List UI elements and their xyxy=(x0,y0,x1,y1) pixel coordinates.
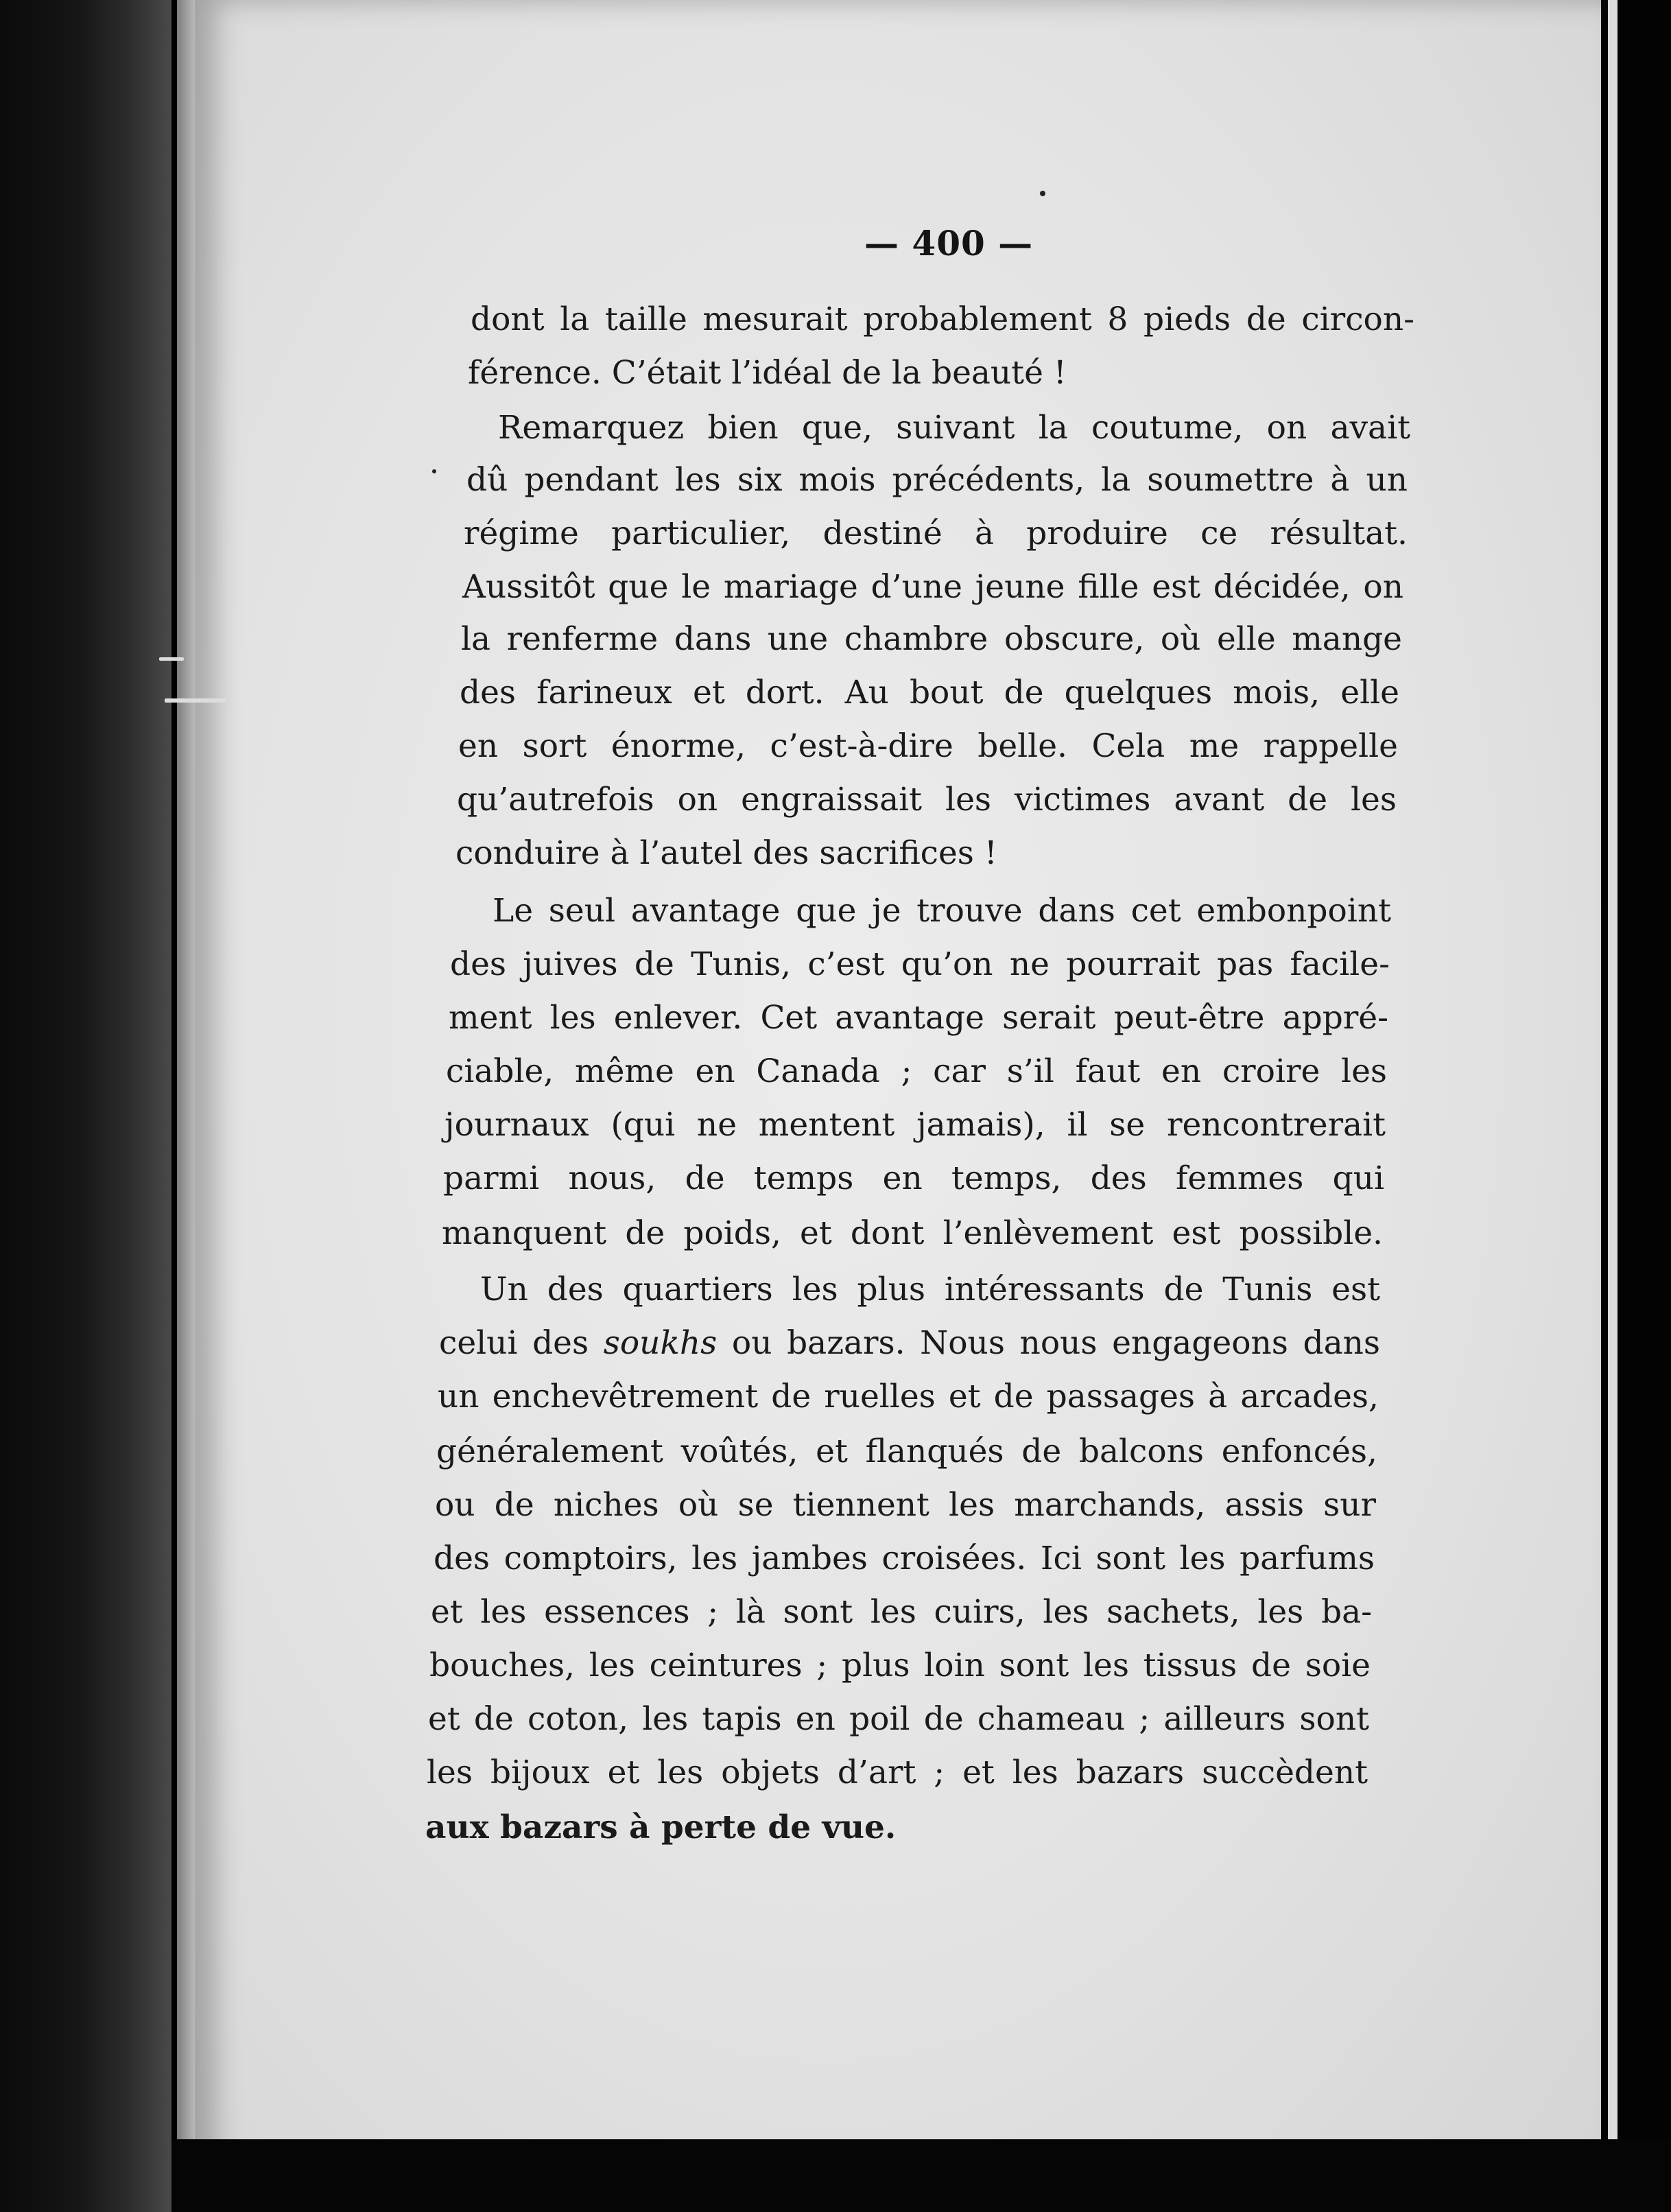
text-line: régime particulier, destiné à produire ce résultat. xyxy=(464,515,1408,552)
text-line: dû pendant les six mois précédents, la soumettre à un xyxy=(466,461,1408,499)
text-line: Le seul avantage que je trouve dans cet embonpoint xyxy=(493,892,1391,930)
text-line: et les essences ; là sont les cuirs, les sachets, les ba- xyxy=(431,1593,1372,1631)
text-line: journaux (qui ne mentent jamais), il se rencontrerait xyxy=(445,1106,1386,1144)
text-line: Un des quartiers les plus intéressants de Tunis est xyxy=(480,1271,1380,1308)
text-line: ciable, même en Canada ; car s’il faut en croire les xyxy=(446,1052,1387,1090)
scan-speck xyxy=(432,469,436,473)
text-line: dont la taille mesurait probablement 8 pieds de circon- xyxy=(471,301,1414,338)
text-line: manquent de poids, et dont l’enlèvement est possible. xyxy=(442,1214,1383,1252)
text-line: et de coton, les tapis en poil de chameau ; ailleurs sont xyxy=(428,1700,1369,1738)
text-line: Remarquez bien que, suivant la coutume, on avait xyxy=(498,409,1410,447)
text-line: parmi nous, de temps en temps, des femmes qui xyxy=(443,1160,1384,1197)
binding-edge xyxy=(177,0,195,2212)
text-line: des juives de Tunis, c’est qu’on ne pourrait pas facile- xyxy=(450,945,1390,983)
text-line: férence. C’était l’idéal de la beauté ! xyxy=(468,354,1067,392)
text-line: des comptoirs, les jambes croisées. Ici sont les parfums xyxy=(434,1540,1375,1577)
text-line: un enchevêtrement de ruelles et de passages à arcades, xyxy=(438,1378,1379,1415)
text-line: généralement voûtés, et flanqués de balcons enfoncés, xyxy=(436,1433,1377,1470)
text-line-with-italic xyxy=(439,1324,1380,1362)
text-line: ment les enlever. Cet avantage serait peut-être appré- xyxy=(449,999,1388,1037)
book-binding xyxy=(0,0,171,2212)
text-line: en sort énorme, c’est-à-dire belle. Cela me rappelle xyxy=(458,727,1398,765)
text-line: des farineux et dort. Au bout de quelques mois, elle xyxy=(460,674,1399,711)
text-line: aux bazars à perte de vue. xyxy=(425,1809,897,1846)
text-line: Aussitôt que le mariage d’une jeune fille est décidée, on xyxy=(462,568,1403,606)
bottom-shadow xyxy=(171,2139,1671,2212)
text-line: les bijoux et les objets d’art ; et les bazars succèdent xyxy=(427,1754,1368,1791)
scan-speck xyxy=(165,698,226,703)
text-segment: celui des xyxy=(439,1324,589,1362)
scan-speck xyxy=(159,657,184,661)
text-line: qu’autrefois on engraissait les victimes avant de les xyxy=(457,781,1397,819)
text-line: conduire à l’autel des sacrifices ! xyxy=(455,834,997,872)
page-number: — 400 — xyxy=(864,223,1034,263)
text-segment: ou bazars. Nous nous engageons dans xyxy=(731,1324,1380,1362)
text-line: bouches, les ceintures ; plus loin sont les tissus de soie xyxy=(429,1647,1371,1684)
text-line: la renferme dans une chambre obscure, où elle mange xyxy=(461,620,1402,658)
text-line: ou de niches où se tiennent les marchands, assis sur xyxy=(435,1486,1376,1524)
right-page-edge xyxy=(1601,0,1671,2212)
italic-word-soukhs: soukhs xyxy=(603,1324,718,1362)
scan-speck xyxy=(1040,191,1045,196)
